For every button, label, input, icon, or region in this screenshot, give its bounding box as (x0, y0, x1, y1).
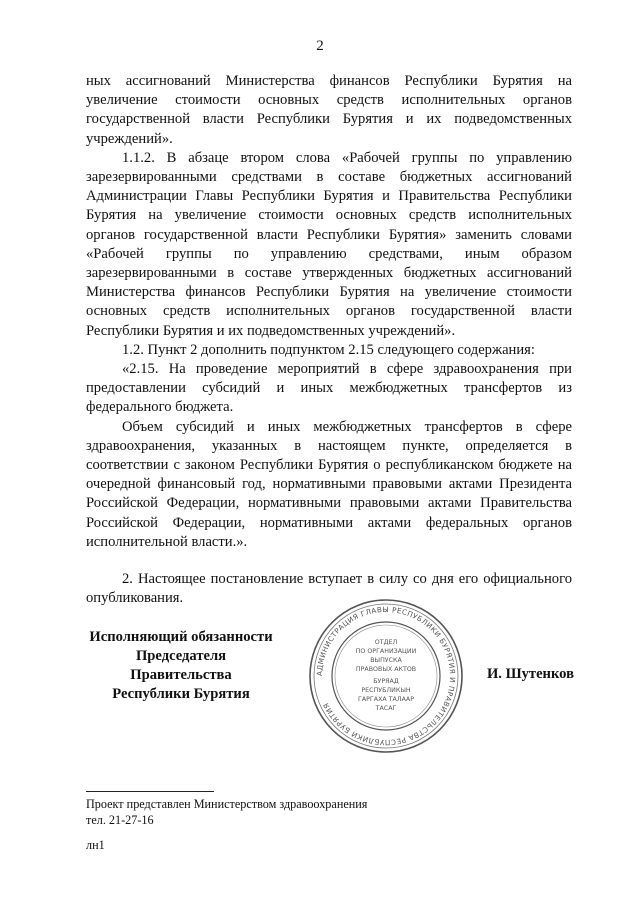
position-line: Исполняющий обязанности (89, 629, 273, 645)
paragraph-volume: Объем субсидий и иных межбюджетных трансфертов в сфере здравоохранения, указанных в настоящем пункте, определяется в соответствии с законом Республики Бурятия о республиканском бюджете на очередной финансовый год, нормативными правовыми актами Президента Российской Федерации, нормативными правовыми актами Правительства Российской Федерации, нормативными актами федеральных органов исполнительной власти.». (86, 418, 572, 550)
footnote-code: лн1 (86, 838, 105, 852)
position-line: Председателя Правительства (130, 648, 232, 683)
seal-line: ПО ОРГАНИЗАЦИИ (355, 648, 417, 655)
signatory-position (86, 628, 276, 704)
signatory-name: И. Шутенков (486, 666, 574, 682)
seal-line: ВЫПУСКА (370, 657, 402, 664)
paragraph-2-15: «2.15. На проведение мероприятий в сфере здравоохранения при предоставлении субсидий и иных межбюджетных трансфертов из федерального бюджета. (86, 361, 572, 416)
footnote-line: Проект представлен Министерством здравоохранения (86, 797, 368, 811)
seal-line: ПРАВОВЫХ АКТОВ (355, 666, 417, 673)
document-body (86, 72, 572, 608)
paragraph-effective-date: 2. Настоящее постановление вступает в силу со дня его официального опубликования. (86, 571, 572, 607)
footnote-divider (86, 791, 214, 792)
seal-line: ТАСАГ (375, 705, 397, 712)
paragraph-1-2: 1.2. Пункт 2 дополнить подпунктом 2.15 следующего содержания: (122, 341, 535, 358)
seal-line: БУРЯАД (373, 678, 399, 685)
seal-line: ГАРГАХА ТАЛААР (357, 696, 415, 703)
footnote-line: тел. 21-27-16 (86, 813, 154, 827)
official-seal (306, 596, 466, 756)
seal-outer-text: АДМИНИСТРАЦИЯ ГЛАВЫ РЕСПУБЛИКИ БУРЯТИЯ И ПРАВИТЕЛЬСТВА РЕСПУБЛИКИ БУРЯТИЯ (314, 604, 458, 748)
seal-line: ОТДЕЛ (374, 639, 398, 646)
paragraph-1-1-2: 1.1.2. В абзаце втором слова «Рабочей группы по управлению зарезервированными средствами в составе бюджетных ассигнований Администрации Главы Республики Бурятия и Правительства Республики Бурятия на увеличение стоимости основных средств исполнительных органов государственной власти Республики Бурятия» заменить словами «Рабочей группы по управлению средствами, иным образом зарезервированными в составе утвержденных бюджетных ассигнований Министерства финансов Республики Бурятия на увеличение стоимости основных средств исполнительных органов государственной власти Республики Бурятия и их подведомственных учреждений». (86, 149, 572, 339)
position-line: Республики Бурятия (112, 686, 250, 702)
paragraph-continuation: ных ассигнований Министерства финансов Республики Бурятия на увеличение стоимости основных средств исполнительных органов государственной власти Республики Бурятия и их подведомственных учреждений». (86, 73, 572, 147)
seal-line: РЕСПУБЛИКЫН (361, 687, 411, 694)
svg-text:АДМИНИСТРАЦИЯ ГЛАВЫ РЕСПУБЛИКИ (315, 605, 457, 747)
page-number: 2 (316, 38, 324, 54)
footnote (86, 796, 367, 853)
